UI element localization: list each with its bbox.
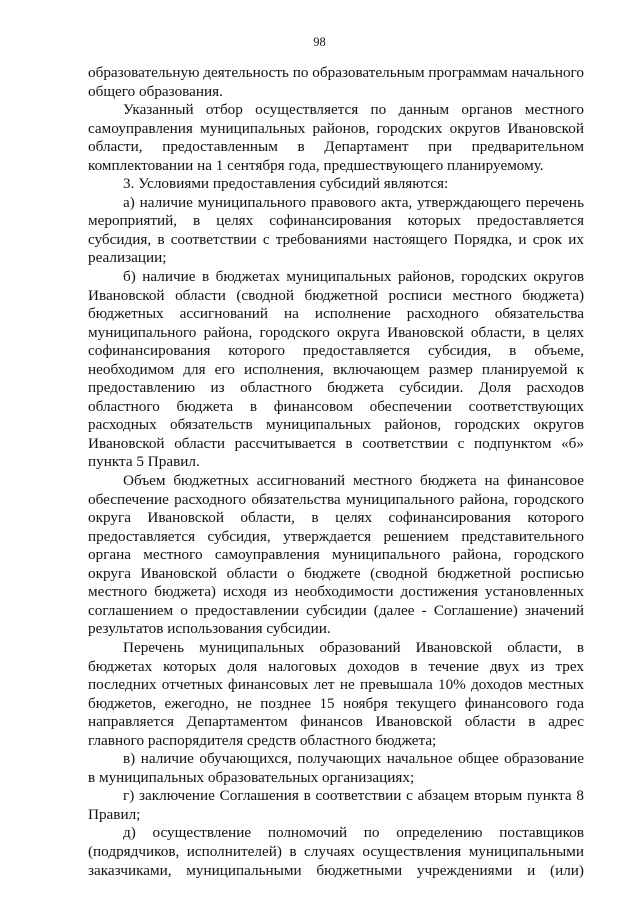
paragraph-subpoint-v: в) наличие обучающихся, получающих начальное общее образование в муниципальных образовательных организациях; <box>88 750 584 786</box>
page-number: 98 <box>313 35 326 49</box>
paragraph: 3. Условиями предоставления субсидий являются: <box>123 175 449 193</box>
paragraph: Указанный отбор осуществляется по данным органов местного самоуправления муниципальных районов, городских округов Ивановской области, предоставленным в Департамент при предварительном комплектовании на 1 сентября года, предшествующего планируемому. <box>88 101 584 174</box>
paragraph-subpoint-a: а) наличие муниципального правового акта, утверждающего перечень мероприятий, в целях софинансирования которых предоставляется субсидия, в соответствии с требованиями настоящего Порядка, и срок их реализации; <box>88 193 584 267</box>
paragraph: образовательную деятельность по образовательным программам начального общего образования. <box>88 64 584 100</box>
document-body <box>88 64 584 880</box>
paragraph: Объем бюджетных ассигнований местного бюджета на финансовое обеспечение расходного обязательства муниципального района, городского округа Ивановской области, в целях софинансирования которого предоставляется субсидия, утверждается решением представительного органа местного самоуправления муниципального района, городского округа Ивановской области о бюджете (сводной бюджетной росписью местного бюджета) исходя из необходимости достижения установленных соглашением о предоставлении субсидии (далее - Соглашение) значений результатов использования субсидии. <box>88 472 584 638</box>
paragraph-subpoint-g: г) заключение Соглашения в соответствии с абзацем вторым пункта 8 Правил; <box>88 787 584 823</box>
paragraph-subpoint-d: д) осуществление полномочий по определению поставщиков (подрядчиков, исполнителей) в случаях осуществления муниципальными заказчиками, муниципальными бюджетными учреждениями и (или) <box>88 824 584 879</box>
paragraph-subpoint-b: б) наличие в бюджетах муниципальных районов, городских округов Ивановской области (сводной бюджетной росписи местного бюджета) бюджетных ассигнований на исполнение расходного обязательства муниципального района, городского округа Ивановской области, в целях софинансирования которого предоставляется субсидия, в объеме, необходимом для его исполнения, включающем размер планируемой к предоставлению из областного бюджета субсидии. Доля расходов областного бюджета в финансовом обеспечении соответствующих расходных обязательств муниципальных районов, городских округов Ивановской области рассчитывается в соответствии с подпунктом «б» пункта 5 Правил. <box>88 268 584 471</box>
paragraph: Перечень муниципальных образований Ивановской области, в бюджетах которых доля налоговых доходов в течение двух из трех последних отчетных финансовых лет не превышала 10% доходов местных бюджетов, ежегодно, не позднее 15 ноября текущего финансового года направляется Департаментом финансов Ивановской области в адрес главного распорядителя средств областного бюджета; <box>88 638 584 749</box>
